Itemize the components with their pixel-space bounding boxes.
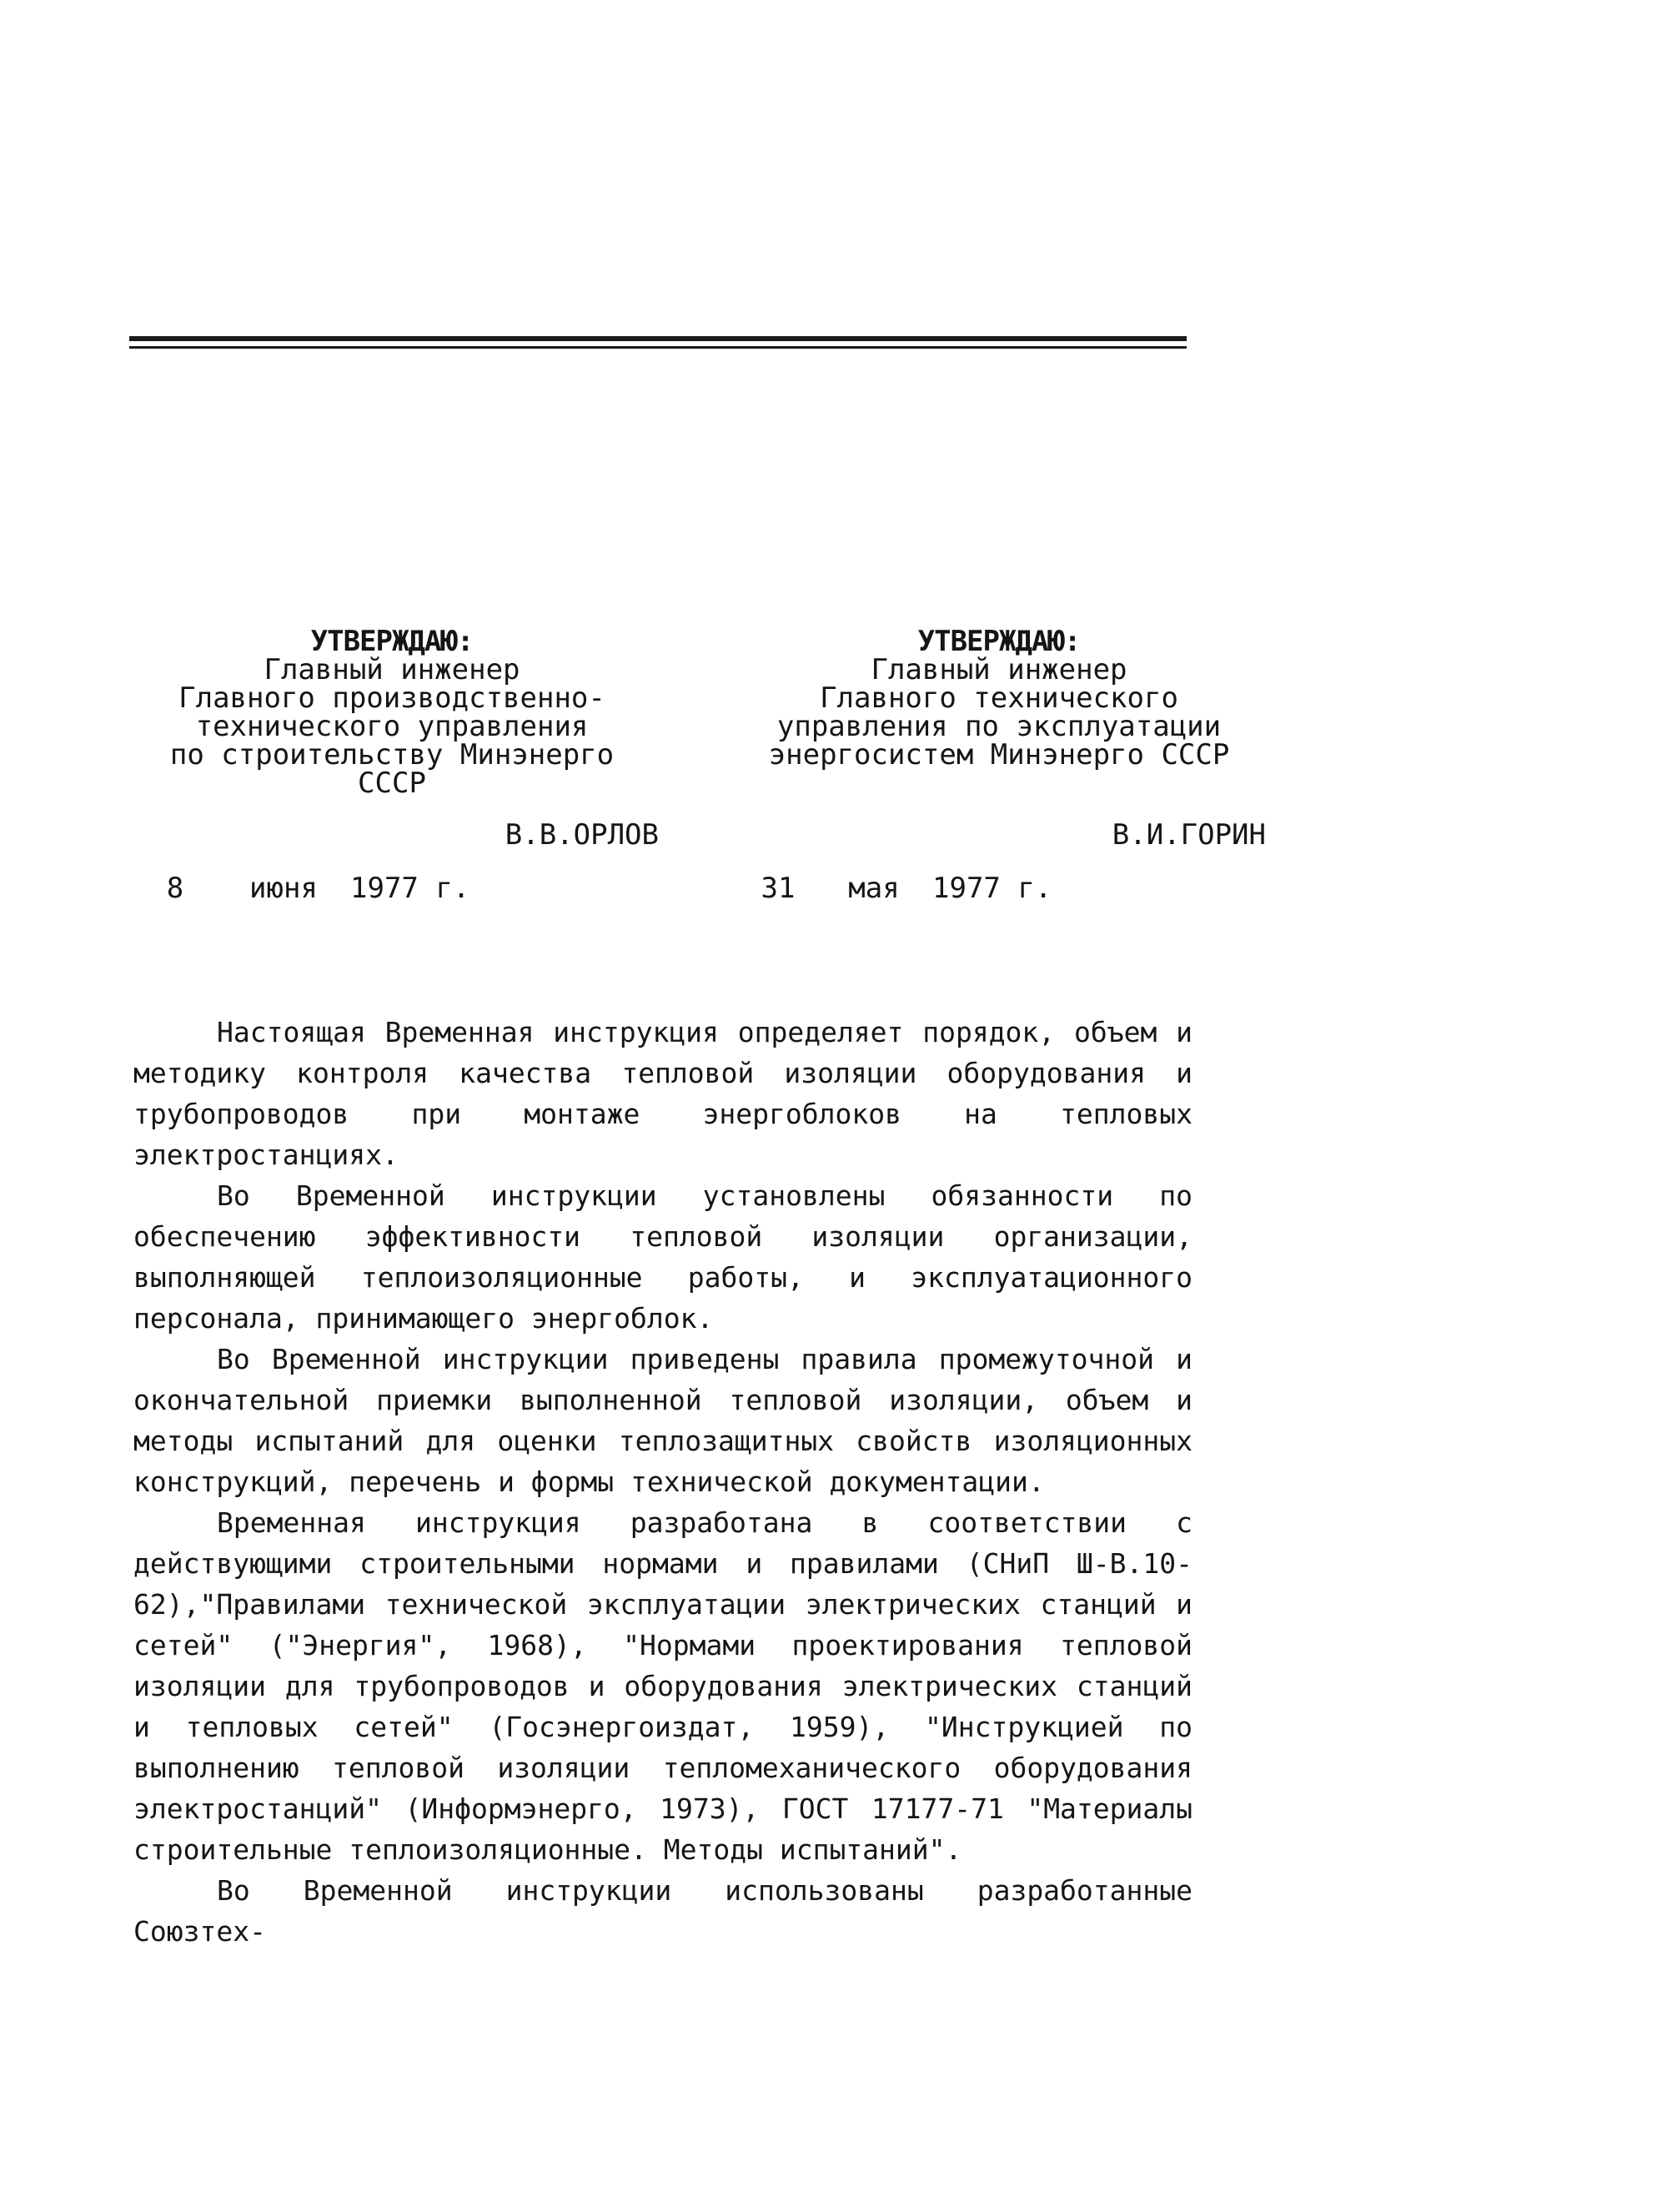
paragraph-acceptance-rules: Во Временной инструкции приведены правила промежуточной и окончательной приемки выполненной тепловой изоляции, объем и методы испытаний для оценки теплозащитных свойств изоляционных конструкций, перечень и формы технической документации. [133, 1343, 1193, 1498]
approval-line: управления по эксплуатации [776, 710, 1222, 743]
paragraph-normative-basis: Временная инструкция разработана в соответствии с действующими строительными нормами и правилами (СНиП Ш-В.10-62),"Правилами технической эксплуатации электрических станций и сетей" ("Энергия", 1968), "Нормами проектирования тепловой изоляции для трубопроводов и оборудования электрических станций и тепловых сетей" (Госэнергоиздат, 1959), "Инструкцией по выполнению тепловой изоляции тепломеханического оборудования электростанций" (Информэнерго, 1973), ГОСТ 17177-71 "Материалы строительные теплоизоляционные. Методы испытаний". [133, 1506, 1193, 1866]
date-month: мая [848, 872, 900, 905]
approval-line: Главный инженер [871, 653, 1127, 686]
approval-date [732, 872, 1266, 905]
approval-block-left [125, 625, 659, 905]
date-day: 8 [166, 872, 184, 905]
approval-line: Главный инженер [264, 653, 520, 686]
date-year: 1977 г. [350, 872, 470, 905]
header-rule-thin [129, 346, 1187, 349]
approval-line: энергосистем Минэнерго СССР [768, 738, 1230, 772]
date-year: 1977 г. [932, 872, 1052, 905]
paragraph-responsibilities: Во Временной инструкции установлены обязанности по обеспечению эффективности тепловой изоляции организации, выполняющей теплоизоляционные работы, и эксплуатационного персонала, принимающего энергоблок. [133, 1179, 1193, 1335]
approval-heading: УТВЕРЖДАЮ: [917, 625, 1081, 658]
header-rule-thick [129, 336, 1187, 341]
approval-line: по строительству Минэнерго [169, 738, 615, 772]
date-month: июня [249, 872, 318, 905]
signatory-name: В.В.ОРЛОВ [505, 818, 659, 852]
approval-line: Главного производственно- [178, 681, 605, 715]
approval-line: Главного технического [820, 681, 1178, 715]
approval-heading: УТВЕРЖДАЮ: [310, 625, 474, 658]
approval-block-right [732, 625, 1266, 905]
approval-line: технического управления [195, 710, 589, 743]
approval-line: СССР [358, 767, 426, 800]
document-body [133, 1012, 1193, 1952]
date-day: 31 [761, 872, 796, 905]
paragraph-scope: Настоящая Временная инструкция определяет порядок, объем и методику контроля качества тепловой изоляции оборудования и трубопроводов при монтаже энергоблоков на тепловых электростанциях. [133, 1016, 1193, 1171]
paragraph-sources: Во Временной инструкции использованы разработанные Союзтех- [133, 1874, 1193, 1948]
signatory-name: В.И.ГОРИН [1112, 818, 1266, 852]
approval-date [125, 872, 659, 905]
